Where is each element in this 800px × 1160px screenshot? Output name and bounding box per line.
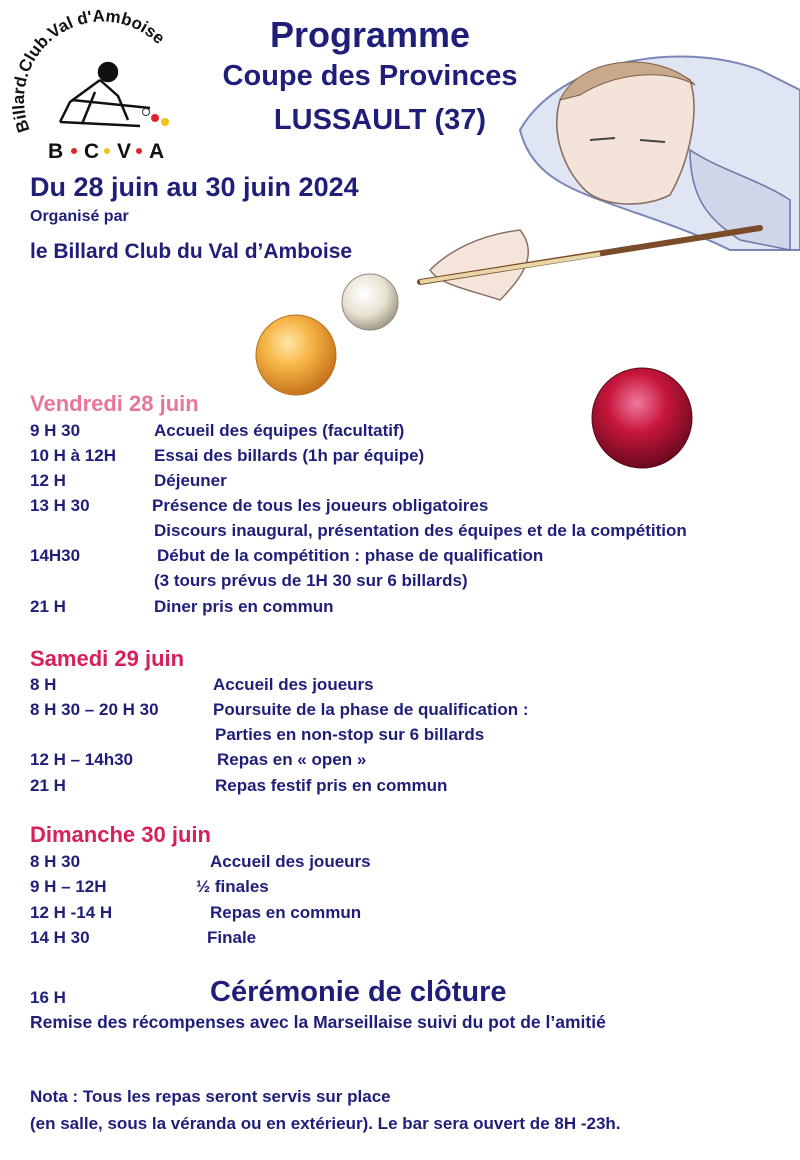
logo-initial-b: B <box>48 140 64 163</box>
schedule-activity: Poursuite de la phase de qualification : <box>213 700 529 719</box>
closing-time: 16 H <box>30 988 66 1007</box>
day-heading-saturday: Samedi 29 juin <box>30 646 185 671</box>
schedule-activity: ½ finales <box>196 877 269 896</box>
page-title: Programme <box>269 14 471 55</box>
schedule-activity: Parties en non-stop sur 6 billards <box>215 725 485 744</box>
logo-initial-c: C <box>84 140 100 163</box>
logo-dot-red-icon <box>71 148 77 154</box>
logo-arc-text: Billard.Club.Val d'Amboise <box>9 6 169 135</box>
organizer-name: le Billard Club du Val d’Amboise <box>30 240 353 263</box>
white-ball-icon <box>342 274 398 330</box>
schedule-activity: Repas en commun <box>210 903 362 922</box>
schedule-time: 12 H -14 H <box>30 903 113 922</box>
closing-ceremony-title: Cérémonie de clôture <box>210 976 507 1008</box>
schedule-activity: Accueil des équipes (facultatif) <box>154 421 405 440</box>
red-ball-icon <box>592 368 692 468</box>
note-line-1: Nota : Tous les repas seront servis sur place <box>30 1087 391 1106</box>
logo-initial-v: V <box>117 140 132 163</box>
schedule-time: 9 H 30 <box>30 421 81 440</box>
schedule-activity: (3 tours prévus de 1H 30 sur 6 billards) <box>154 571 468 590</box>
schedule-activity: Essai des billards (1h par équipe) <box>154 446 425 465</box>
logo-dot-yellow-icon <box>104 148 110 154</box>
event-dates: Du 28 juin au 30 juin 2024 <box>30 172 359 202</box>
schedule-time: 12 H <box>30 471 66 490</box>
organized-by-label: Organisé par <box>30 208 129 225</box>
schedule-time: 21 H <box>30 597 66 616</box>
note-line-2: (en salle, sous la véranda ou en extérieur). Le bar sera ouvert de 8H -23h. <box>30 1114 621 1133</box>
schedule-time: 10 H à 12H <box>30 446 116 465</box>
schedule-activity: Déjeuner <box>154 471 227 490</box>
schedule-time: 8 H 30 <box>30 852 81 871</box>
schedule-activity: Début de la compétition : phase de qualification <box>157 546 544 565</box>
event-name: Coupe des Provinces <box>222 60 518 92</box>
day-heading-friday: Vendredi 28 juin <box>30 391 199 416</box>
schedule-activity: Finale <box>207 928 257 947</box>
schedule-time: 21 H <box>30 776 66 795</box>
orange-ball-icon <box>256 315 336 395</box>
schedule-activity: Diner pris en commun <box>154 597 334 616</box>
schedule-time: 13 H 30 <box>30 496 90 515</box>
schedule-activity: Accueil des joueurs <box>210 852 371 871</box>
billiard-player-illustration <box>420 57 800 301</box>
schedule-activity: Repas festif pris en commun <box>215 776 448 795</box>
closing-description: Remise des récompenses avec la Marseillaise suivi du pot de l’amitié <box>30 1012 606 1032</box>
schedule-activity: Discours inaugural, présentation des équipes et de la compétition <box>154 521 687 540</box>
schedule-time: 9 H – 12H <box>30 877 107 896</box>
event-location: LUSSAULT (37) <box>273 104 487 136</box>
logo-initial-a: A <box>149 140 165 163</box>
schedule-time: 8 H 30 – 20 H 30 <box>30 700 159 719</box>
schedule-time: 8 H <box>30 675 57 694</box>
logo-dot-red2-icon <box>136 148 142 154</box>
schedule-activity: Accueil des joueurs <box>213 675 374 694</box>
day-heading-sunday: Dimanche 30 juin <box>30 822 211 847</box>
schedule-time: 14 H 30 <box>30 928 90 947</box>
schedule-activity: Repas en « open » <box>217 750 367 769</box>
schedule-time: 14H30 <box>30 546 81 565</box>
schedule-time: 12 H – 14h30 <box>30 750 134 769</box>
schedule-activity: Présence de tous les joueurs obligatoires <box>152 496 489 515</box>
